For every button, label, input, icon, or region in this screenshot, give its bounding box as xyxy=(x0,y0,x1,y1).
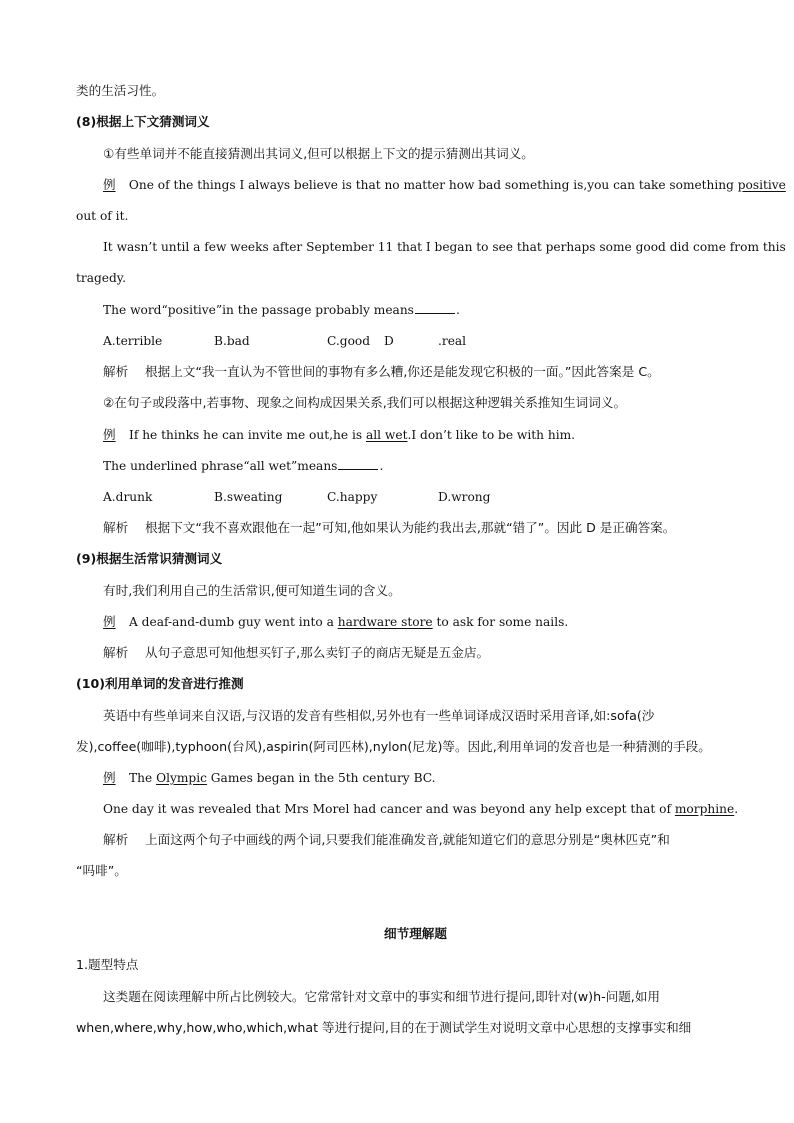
paragraph-8a: ①有些单词并不能直接猜测出其词义,但可以根据上下文的提示猜测出其词义。 xyxy=(103,146,534,161)
analysis-8b: 解析 根据下文“我不喜欢跟他在一起”可知,他如果认为能约我出去,那就“错了”。因此 D 是正确答案。 xyxy=(103,520,676,535)
example-label: 例 xyxy=(103,614,116,629)
option-b: B.sweating xyxy=(214,490,283,504)
paragraph-9: 有时,我们利用自己的生活常识,便可知道生词的含义。 xyxy=(103,583,401,598)
example-label: 例 xyxy=(103,770,116,785)
option-d-text: .real xyxy=(438,334,467,348)
question-8b: The underlined phrase“all wet”means . xyxy=(103,459,384,473)
heading-9: (9)根据生活常识猜测词义 xyxy=(76,551,223,566)
option-a: A.terrible xyxy=(103,334,163,348)
heading-10: (10)利用单词的发音进行推测 xyxy=(76,676,244,691)
analysis-label: 解析 xyxy=(103,520,129,535)
paragraph-10b: 发),coffee(咖啡),typhoon(台风),aspirin(阿司匹林),nylon(尼龙)等。因此,利用单词的发音也是一种猜测的手段。 xyxy=(76,739,711,754)
analysis-label: 解析 xyxy=(103,364,129,379)
paragraph-10a: 英语中有些单词来自汉语,与汉语的发音有些相似,另外也有一些单词译成汉语时采用音译,如:sofa(沙 xyxy=(103,708,655,723)
option-c: C.happy xyxy=(327,490,378,504)
underlined-phrase: hardware store xyxy=(337,615,433,629)
example-9: 例 A deaf-and-dumb guy went into a hardware store to ask for some nails. xyxy=(103,614,569,629)
underlined-word: Olympic xyxy=(156,771,207,785)
underlined-word: morphine xyxy=(674,802,735,816)
underlined-word: positive xyxy=(737,178,786,192)
answer-blank xyxy=(415,303,455,314)
example-8a: 例 One of the things I always believe is that no matter how bad something is,you can take something positive xyxy=(103,177,786,192)
underlined-phrase: all wet xyxy=(365,428,408,442)
paragraph-s1b: when,where,why,how,who,which,what 等进行提问,目的在于测试学生对说明文章中心思想的支撑事实和细 xyxy=(76,1020,692,1035)
analysis-label: 解析 xyxy=(103,645,129,660)
paragraph-s1a: 这类题在阅读理解中所占比例较大。它常常针对文章中的事实和细节进行提问,即针对(w)h-问题,如用 xyxy=(103,989,661,1004)
example-label: 例 xyxy=(103,177,116,192)
option-a: A.drunk xyxy=(103,490,153,504)
paragraph-continued: 类的生活习性。 xyxy=(76,83,165,98)
example-8b: 例 If he thinks he can invite me out,he is all wet.I don’t like to be with him. xyxy=(103,427,576,442)
paragraph-8b: ②在句子或段落中,若事物、现象之间构成因果关系,我们可以根据这种逻辑关系推知生词词义。 xyxy=(103,395,627,410)
answer-blank xyxy=(338,459,378,470)
option-d: D.wrong xyxy=(438,490,491,504)
example-10a: 例 The Olympic Games began in the 5th century BC. xyxy=(103,770,436,785)
analysis-8a: 解析 根据上文“我一直认为不管世间的事物有多么糟,你还是能发现它积极的一面。”因此答案是 C。 xyxy=(103,364,660,379)
analysis-label: 解析 xyxy=(103,832,129,847)
example-label: 例 xyxy=(103,427,116,442)
example-8a-2-cont: tragedy. xyxy=(76,271,126,285)
question-8a: The word“positive”in the passage probably means . xyxy=(103,303,460,317)
analysis-9: 解析 从句子意思可知他想买钉子,那么卖钉子的商店无疑是五金店。 xyxy=(103,645,490,660)
option-b: B.bad xyxy=(214,334,250,348)
example-10b: One day it was revealed that Mrs Morel had cancer and was beyond any help except that of morphine. xyxy=(103,802,739,816)
subheading-1: 1.题型特点 xyxy=(76,957,139,972)
example-8a-cont: out of it. xyxy=(76,209,129,223)
analysis-10: 解析 上面这两个句子中画线的两个词,只要我们能准确发音,就能知道它们的意思分别是“奥林匹克”和 xyxy=(103,832,670,847)
example-8a-2: It wasn’t until a few weeks after September 11 that I began to see that perhaps some good did come from this xyxy=(103,240,786,254)
heading-8: (8)根据上下文猜测词义 xyxy=(76,114,210,129)
analysis-10-cont: “吗啡”。 xyxy=(76,863,127,878)
option-d: D xyxy=(384,334,394,348)
option-c: C.good xyxy=(327,334,371,348)
section-title: 细节理解题 xyxy=(384,926,447,941)
